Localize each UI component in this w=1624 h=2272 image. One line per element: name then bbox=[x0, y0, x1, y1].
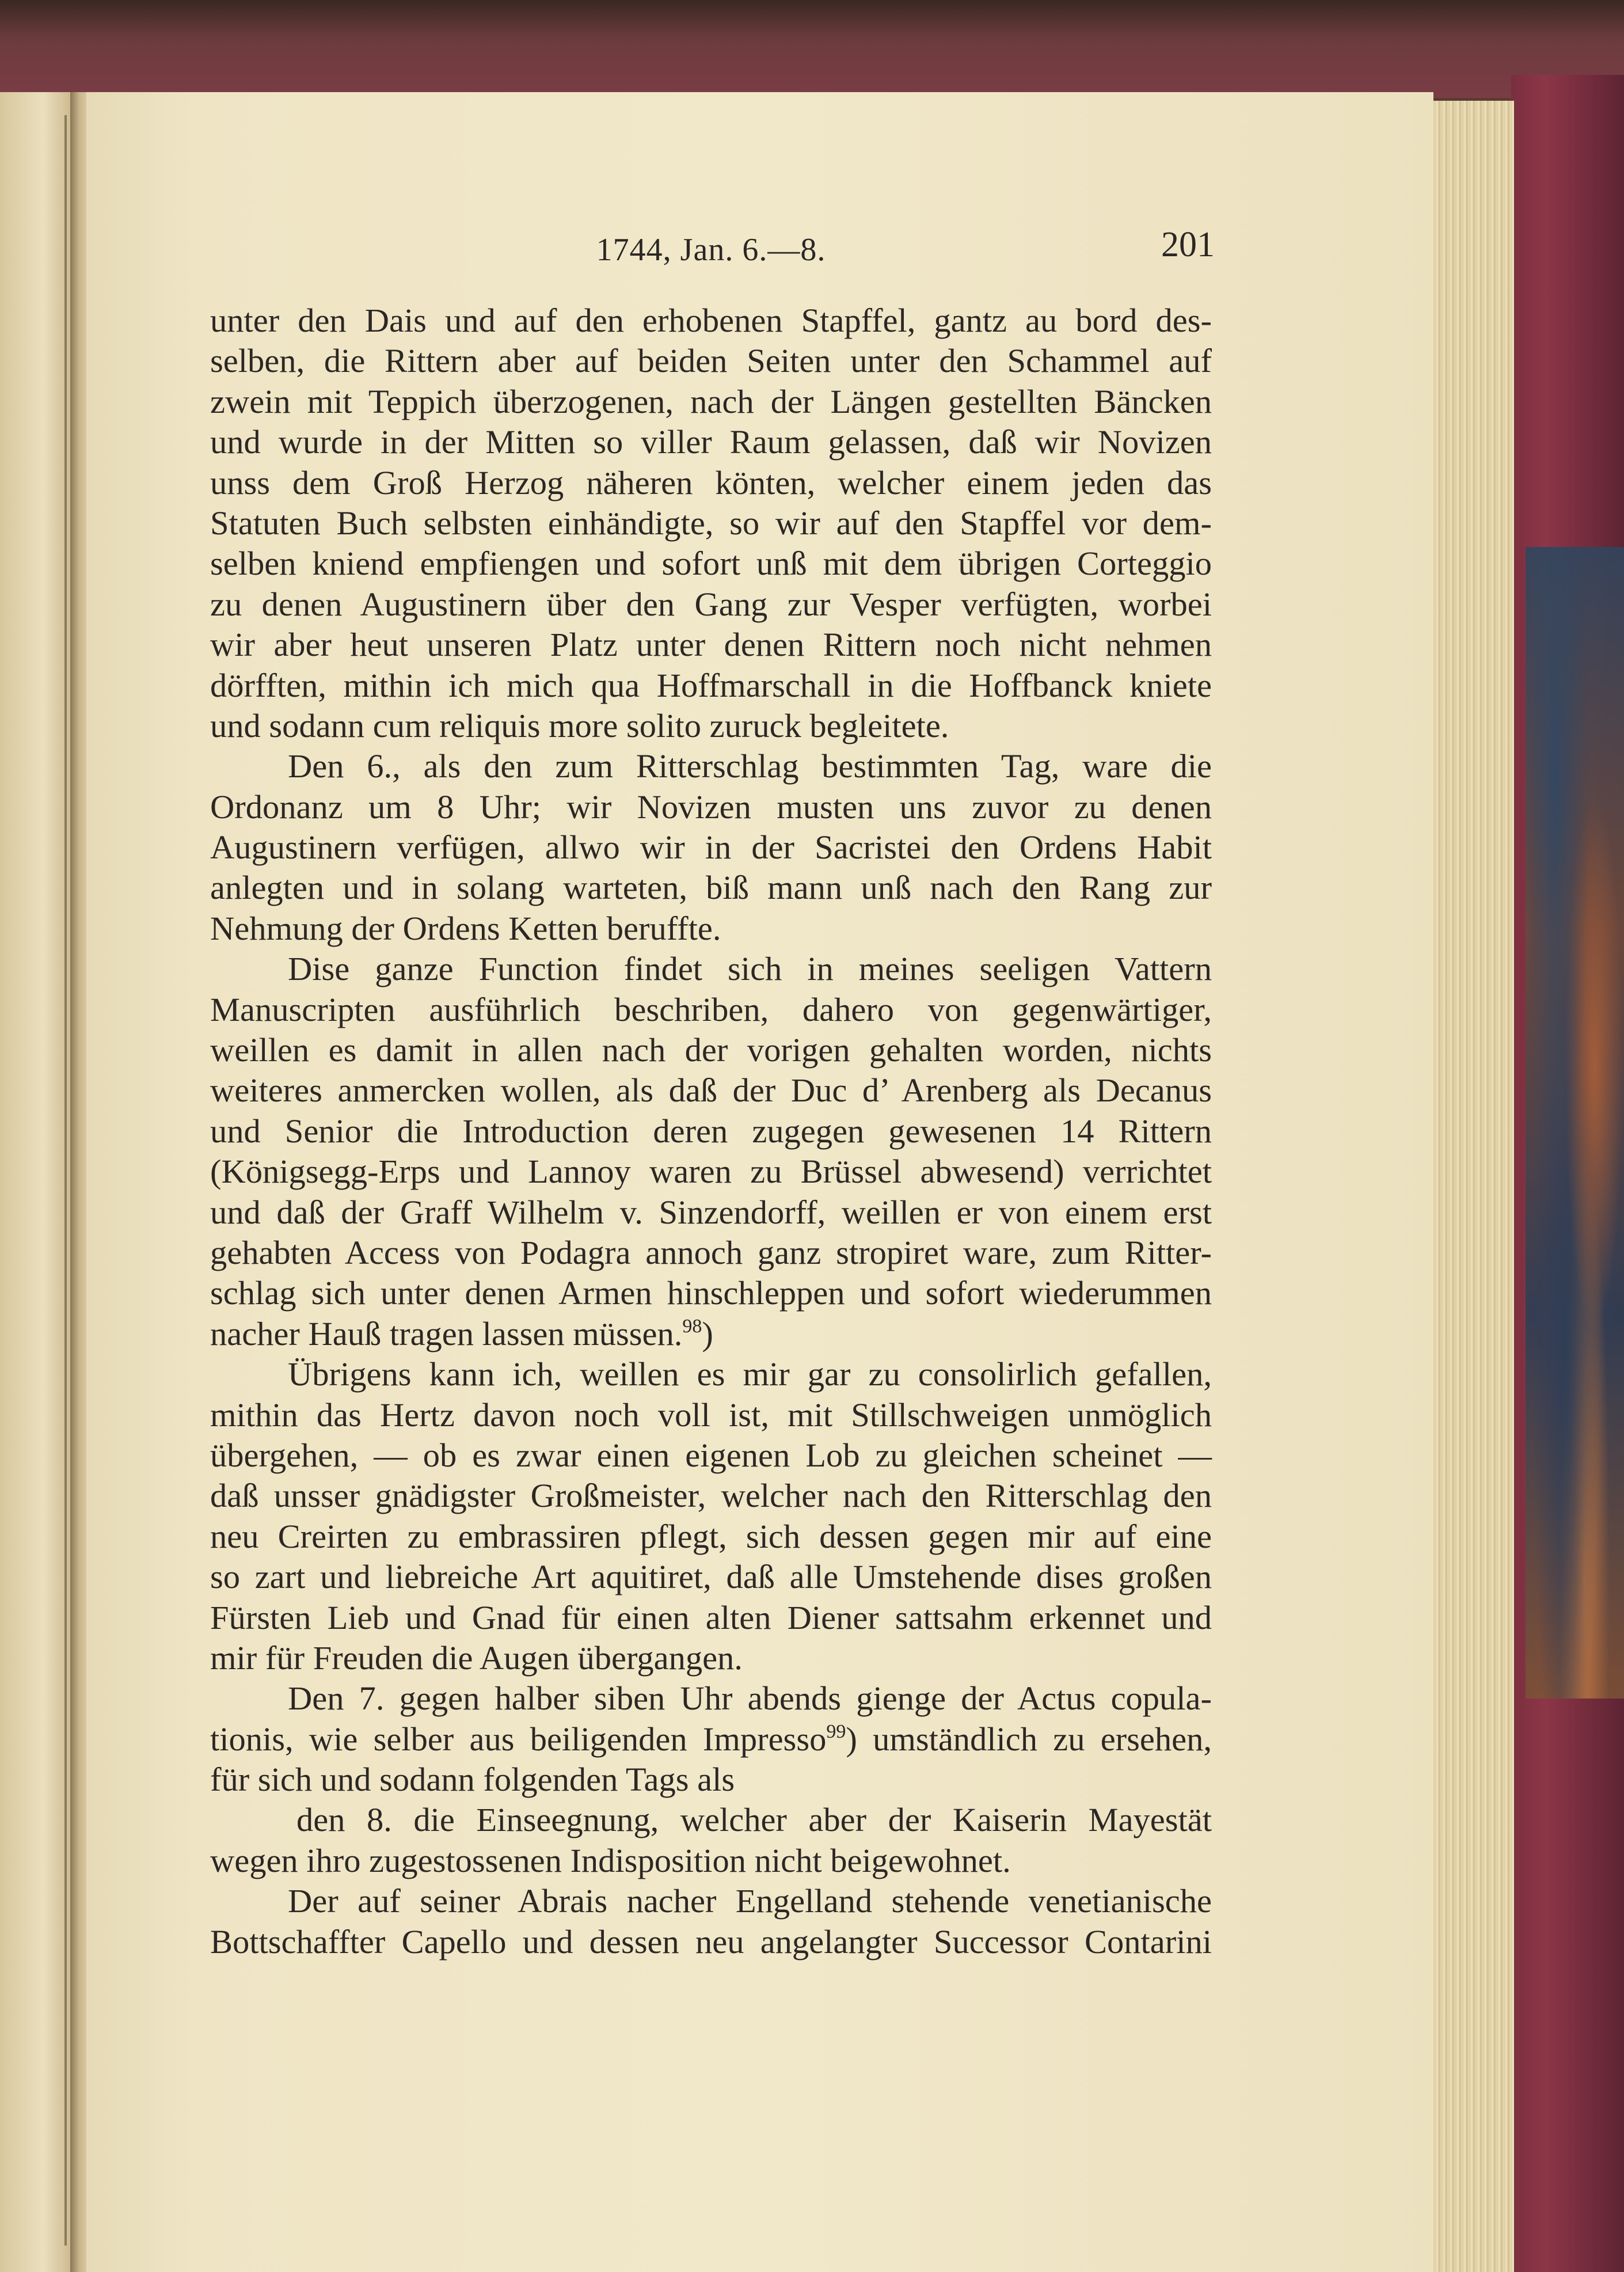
text-line: weiteres anmercken wollen, als daß der Duc d’ Arenberg als Decanus bbox=[210, 1072, 1212, 1110]
text-line: Bottschaffter Capello und dessen neu angelangter Successor Contarini bbox=[210, 1923, 1212, 1961]
text-line: daß unsser gnädigster Großmeister, welcher nach den Ritterschlag den bbox=[210, 1477, 1212, 1515]
text-line: schlag sich unter denen Armen hinschleppen und sofort wiederummen bbox=[210, 1274, 1212, 1312]
body-text bbox=[210, 301, 1212, 1962]
text-line: so zart und liebreiche Art aquitiret, daß alle Umstehende dises großen bbox=[210, 1558, 1212, 1596]
text-line: übergehen, — ob es zwar einen eigenen Lob zu gleichen scheinet — bbox=[210, 1436, 1212, 1474]
page-edges bbox=[1428, 101, 1514, 2272]
text-line: tionis, wie selber aus beiligenden Impresso$^{99}$) umständlich zu ersehen, bbox=[210, 1720, 1212, 1758]
text-fragment: nacher Hauß tragen lassen müssen. bbox=[210, 1314, 683, 1352]
text-line: für sich und sodann folgenden Tags als bbox=[210, 1761, 735, 1799]
footnote-ref: 99 bbox=[826, 1720, 846, 1742]
text-line: gehabten Access von Podagra annoch ganz stropiret ware, zum Ritter- bbox=[210, 1233, 1212, 1271]
left-page-edge bbox=[0, 92, 72, 2272]
text-line: zwein mit Teppich überzogenen, nach der Längen gestellten Bäncken bbox=[210, 382, 1212, 420]
text-line: den 8. die Einseegnung, welcher aber der Kaiserin Mayestät bbox=[296, 1801, 1212, 1839]
text-line: Dise ganze Function findet sich in meines seeligen Vattern bbox=[288, 950, 1212, 988]
text-line: dörfften, mithin ich mich qua Hoffmarschall in die Hoffbanck kniete bbox=[210, 666, 1212, 704]
text-line: Statuten Buch selbsten einhändigte, so wir auf den Stapffel vor dem- bbox=[210, 504, 1212, 542]
text-line: Übrigens kann ich, weillen es mir gar zu consolirlich gefallen, bbox=[288, 1355, 1212, 1393]
text-line: mithin das Hertz davon noch voll ist, mit Stillschweigen unmöglich bbox=[210, 1396, 1212, 1434]
text-line: weillen es damit in allen nach der vorigen gehalten worden, nichts bbox=[210, 1031, 1212, 1069]
text-line: selben kniend empfiengen und sofort unß mit dem übrigen Corteggio bbox=[210, 545, 1212, 583]
text-line: neu Creirten zu embrassiren pflegt, sich dessen gegen mir auf eine bbox=[210, 1517, 1212, 1555]
text-line: anlegten und in solang warteten, biß mann unß nach den Rang zur bbox=[210, 869, 1212, 907]
text-line: selben, die Rittern aber auf beiden Seiten unter den Schammel auf bbox=[210, 342, 1212, 380]
text-line: unter den Dais und auf den erhobenen Stapffel, gantz au bord des- bbox=[210, 302, 1212, 339]
text-line: und wurde in der Mitten so viller Raum gelassen, daß wir Novizen bbox=[210, 423, 1212, 461]
page-number: 201 bbox=[1161, 225, 1215, 264]
text-line: Der auf seiner Abrais nacher Engelland stehende venetianische bbox=[288, 1882, 1212, 1920]
text-line: und daß der Graff Wilhelm v. Sinzendorff, weillen er von einem erst bbox=[210, 1193, 1212, 1231]
book-cover-top bbox=[0, 0, 1624, 98]
text-line: nacher Hauß tragen lassen müssen.$^{98}$) bbox=[210, 1314, 713, 1352]
text-line: und sodann cum reliquis more solito zuruck begleitete. bbox=[210, 706, 949, 744]
footnote-ref: 98 bbox=[682, 1315, 702, 1337]
page-header bbox=[207, 225, 1215, 282]
marbled-endpaper bbox=[1526, 547, 1624, 1699]
text-line: Fürsten Lieb und Gnad für einen alten Diener sattsahm erkennet und bbox=[210, 1598, 1212, 1636]
running-head: 1744, Jan. 6.—8. bbox=[596, 232, 826, 268]
text-fragment: tionis, wie selber aus beiligenden Impresso bbox=[210, 1720, 827, 1758]
text-line: (Königsegg-Erps und Lannoy waren zu Brüssel abwesend) verrichtet bbox=[210, 1153, 1212, 1191]
text-fragment: umständlich zu ersehen, bbox=[857, 1720, 1212, 1758]
text-line: Den 6., als den zum Ritterschlag bestimmten Tag, ware die bbox=[288, 747, 1212, 785]
text-line: unss dem Groß Herzog näheren könten, welcher einem jeden das bbox=[210, 463, 1212, 501]
text-line: und Senior die Introduction deren zugegen gewesenen 14 Rittern bbox=[210, 1112, 1212, 1150]
text-line: zu denen Augustinern über den Gang zur Vesper verfügten, worbei bbox=[210, 585, 1212, 623]
text-line: Ordonanz um 8 Uhr; wir Novizen musten uns zuvor zu denen bbox=[210, 788, 1212, 826]
text-line: wegen ihro zugestossenen Indisposition nicht beigewohnet. bbox=[210, 1841, 1011, 1879]
text-line: Augustinern verfügen, allwo wir in der Sacristei den Ordens Habit bbox=[210, 829, 1212, 867]
text-line: Manuscripten ausführlich beschriben, dahero von gegenwärtiger, bbox=[210, 990, 1212, 1028]
left-page-margin-line bbox=[64, 115, 67, 2246]
text-line: Nehmung der Ordens Ketten beruffte. bbox=[210, 909, 721, 947]
text-line: Den 7. gegen halber siben Uhr abends gienge der Actus copula- bbox=[288, 1680, 1212, 1718]
text-line: mir für Freuden die Augen übergangen. bbox=[210, 1639, 743, 1677]
text-line: wir aber heut unseren Platz unter denen Rittern noch nicht nehmen bbox=[210, 626, 1212, 664]
